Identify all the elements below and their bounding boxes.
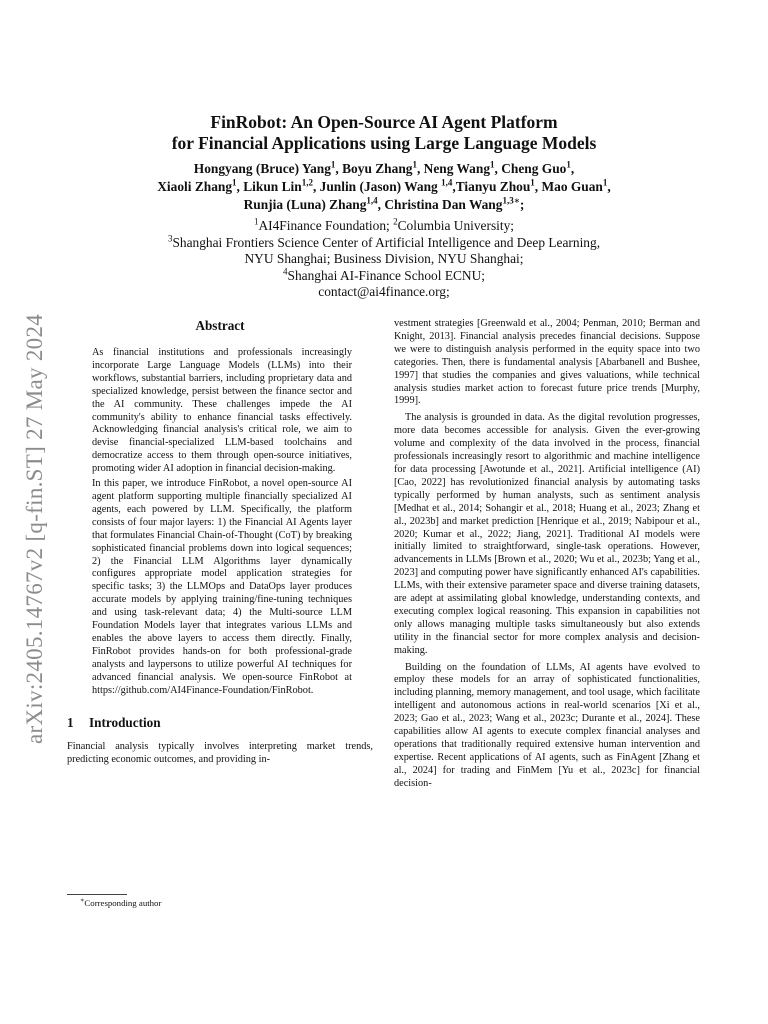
- author-affil-mark: 1: [490, 159, 495, 170]
- affiliation-line-2: [0, 235, 768, 252]
- author-name: Hongyang (Bruce) Yang: [193, 161, 331, 176]
- footnote-mark: ∗: [80, 897, 85, 905]
- author-affil-mark: 1: [232, 177, 237, 188]
- paper-title: [0, 112, 768, 154]
- affil-mark: 3: [167, 233, 173, 244]
- affil-text: AI4Finance Foundation;: [258, 218, 394, 233]
- author-affil-mark: 1,2: [301, 177, 313, 188]
- author-affil-mark: 1: [602, 177, 608, 188]
- affiliation-line-3: NYU Shanghai; Business Division, NYU Shanghai;: [244, 251, 524, 267]
- section-number: 1: [67, 715, 74, 731]
- title-line-1: FinRobot: An Open-Source AI Agent Platform: [210, 112, 558, 132]
- author-affil-mark: 1,4: [366, 195, 378, 206]
- affil-text: Columbia University;: [397, 218, 515, 233]
- author-name: Cheng Guo: [501, 161, 567, 176]
- author-line-3: Runjia (Luna) Zhang$^{1,4}$, Christina Dan Wang$^{1,3∗}$;: [243, 195, 525, 212]
- author-affil-mark: 1: [412, 159, 417, 170]
- footnote-rule: [67, 894, 127, 895]
- author-name: Neng Wang: [423, 161, 491, 176]
- body-paragraph: Building on the foundation of LLMs, AI agents have evolved to employ these models for an array of sophisticated functionalities, including planning, memory management, and tool usage, which facilitate intelligent and autonomous actions in real-world scenarios [Xi et al., 2023; Gao et al., 2023; Wang et al., 2023c; Durante et al., 2024]. These capabilities allow AI agents to execute complex financial analyses and operations that traditionally required extensive human intervention and expertise. Recent applications of AI agents, such as FinAgent [Zhang et al., 2024] for trading and FinMem [Yu et al., 2023c] for financial decision-: [394, 661, 700, 789]
- author-name: Likun Lin: [243, 179, 302, 194]
- author-name: Boyu Zhang: [342, 161, 413, 176]
- contact-email: contact@ai4finance.org;: [318, 284, 450, 300]
- affiliations: [0, 218, 768, 301]
- author-line-1: Hongyang (Bruce) Yang$^1$, Boyu Zhang$^1$, Neng Wang$^1$, Cheng Guo$^1$,: [193, 159, 575, 176]
- author-affil-mark: 1: [566, 159, 571, 170]
- right-column: [394, 318, 700, 791]
- left-column: [67, 318, 373, 767]
- author-name: Christina Dan Wang: [384, 197, 503, 212]
- title-line-2: for Financial Applications using Large Language Models: [171, 133, 597, 153]
- affiliation-line-1: [0, 218, 768, 235]
- abstract-heading: Abstract: [195, 318, 245, 333]
- author-list: [0, 160, 768, 214]
- author-affil-mark: 1,3∗: [502, 195, 520, 206]
- author-affil-mark: 1,4: [441, 177, 453, 188]
- abstract-paragraph: As financial institutions and professionals increasingly incorporate Large Language Models (LLMs) into their workflows, substantial barriers, including proprietary data and specialized knowledge, persist between the finance sector and the AI community. These challenges impede the AI community's ability to enhance financial tasks effectively. Acknowledging financial analysis's critical role, we aim to devise financial-specialized LLM-based toolchains and democratize access to them through open-source initiatives, promoting wider AI adoption in financial decision-making.: [92, 347, 352, 475]
- footnote-text: Corresponding author: [84, 898, 162, 908]
- body-paragraph: The analysis is grounded in data. As the digital revolution progresses, more data becomes accessible for analysis. Given the ever-growing volume and complexity of the data involved in the process, financial professionals increasingly resort to algorithmic and machine intelligence for data processing [Awotunde et al., 2021]. Artificial intelligence (AI) [Cao, 2022] has revolutionized financial analysis by automating tasks typically performed by human analysts, such as sentiment analysis [Medhat et al., 2014; Sohangir et al., 2018; Huang et al., 2023; Zhang et al., 2023b] and market prediction [Henrique et al., 2019; Nabipour et al., 2020; Kumar et al., 2022; Jiang, 2021]. Traditional AI models were initially limited to straightforward, single-task operations. However, advancements in LLMs [Brown et al., 2020; Wu et al., 2023b; Yang et al., 2023] and computing power have significantly enhanced AI's capabilities. LLMs, with their extensive parameter space and diverse training datasets, are adept at assimilating global knowledge, understanding contexts, and executing complex logical reasoning. This expansion in capabilities not only allows managing multiple tasks simultaneously but also extends utility in the financial sector for more complex analysis and decision-making.: [394, 412, 700, 656]
- affil-text: Shanghai Frontiers Science Center of Artificial Intelligence and Deep Learning,: [172, 234, 601, 250]
- author-affil-mark: 1: [530, 177, 535, 188]
- arxiv-stamp: arXiv:2405.14767v2 [q-fin.ST] 27 May 2024: [22, 313, 47, 744]
- affil-mark: 1: [253, 216, 259, 227]
- author-affil-mark: 1: [330, 159, 336, 170]
- affil-text: Shanghai AI-Finance School ECNU;: [287, 267, 485, 283]
- author-name: Junlin (Jason) Wang: [319, 179, 438, 194]
- abstract-paragraph: In this paper, we introduce FinRobot, a novel open-source AI agent platform supporting multiple financially specialized AI agents, each powered by LLM. Specifically, the platform consists of four major layers: 1) the Financial AI Agents layer that formulates Financial Chain-of-Thought (CoT) by breaking sophisticated financial problems down into logical sequences; 2) the Financial LLM Algorithms layer dynamically configures appropriate model application strategies for specific tasks; 3) the LLMOps and DataOps layer produces accurate models by applying training/fine-tuning techniques and using task-relevant data; 4) the Multi-source LLM Foundation Models layer that integrates various LLMs and enables the above layers to access them directly. Finally, FinRobot provides hands-on for both professional-grade analysts and laypersons to utilize powerful AI techniques for advanced financial analysis. We open-source FinRobot at https://github.com/AI4Finance-Foundation/FinRobot.: [92, 478, 352, 696]
- footnote: [80, 898, 161, 909]
- author-line-2: Xiaoli Zhang$^1$, Likun Lin$^{1,2}$, Junlin (Jason) Wang $^{1,4}$,Tianyu Zhou$^1$, Mao Guan$^1$,: [157, 177, 611, 194]
- author-name: Runjia (Luna) Zhang: [243, 197, 367, 212]
- intro-paragraph: Financial analysis typically involves interpreting market trends, predicting economic outcomes, and providing in-: [67, 741, 373, 766]
- section-title: Introduction: [89, 715, 161, 731]
- section-heading-introduction: [67, 715, 373, 731]
- affil-mark: 4: [283, 266, 288, 277]
- author-name: Xiaoli Zhang: [157, 179, 233, 194]
- affiliation-line-4: [0, 268, 768, 285]
- author-name: Tianyu Zhou: [455, 179, 531, 194]
- abstract-body: [67, 347, 373, 697]
- body-paragraph: vestment strategies [Greenwald et al., 2004; Penman, 2010; Berman and Knight, 2013]. Financial analysis precedes financial decisions. Suppose we were to distinguish analysis performed in the equity space into two categories. Then, there is fundamental analysis [Abarbanell and Bushee, 1997] that studies the companies and gives valuations, while technical analysis studies market action to forecast future price trends [Murphy, 1999].: [394, 318, 700, 407]
- affil-mark: 2: [393, 216, 398, 227]
- author-name: Mao Guan: [541, 179, 603, 194]
